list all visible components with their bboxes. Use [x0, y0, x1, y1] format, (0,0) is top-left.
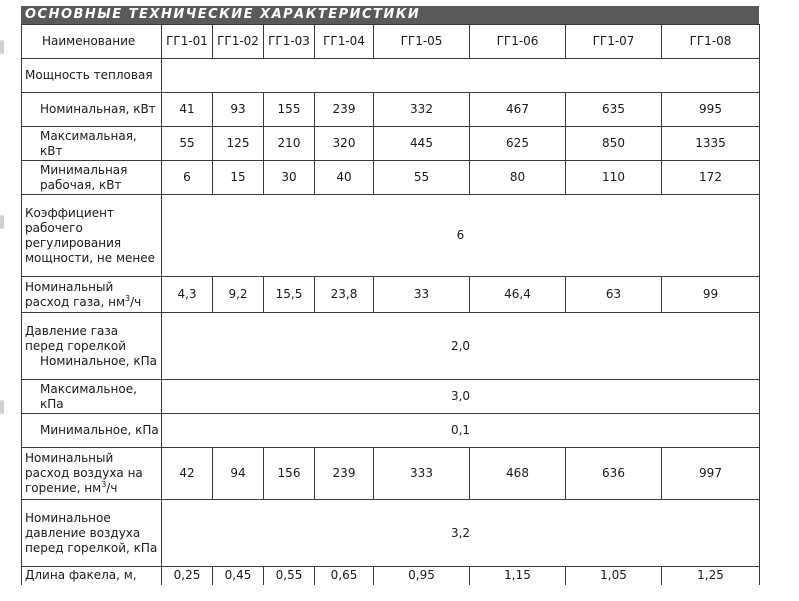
row-label: Номинальное давление воздуха перед горелкой, кПа [22, 500, 162, 567]
value-cell: 55 [374, 161, 470, 195]
table-row [22, 500, 760, 567]
row-label: Номинальная, кВт [22, 93, 162, 127]
table-row [22, 380, 760, 414]
row-label: Номинальный расход газа, $нм^3/ч$ [22, 277, 162, 313]
value-cell: 155 [264, 93, 315, 127]
model-header: ГГ1-02 [213, 25, 264, 59]
value-cell: 6 [162, 161, 213, 195]
table-row [22, 448, 760, 500]
value-cell: 467 [470, 93, 566, 127]
merged-value-cell: 0,1 [162, 414, 760, 448]
value-cell: 46,4 [470, 277, 566, 313]
row-label: Минимальное, кПа [22, 414, 162, 448]
model-header: ГГ1-04 [315, 25, 374, 59]
table-row [22, 195, 760, 277]
value-cell: 1,15 [470, 567, 566, 585]
table-row [22, 127, 760, 161]
row-label [22, 313, 162, 380]
table-row [22, 161, 760, 195]
value-cell: 55 [162, 127, 213, 161]
row-label: Коэффициент рабочего регулирования мощности, не менее [22, 195, 162, 277]
header-row [22, 25, 760, 59]
value-cell: 99 [662, 277, 760, 313]
row-label: Длина факела, м, [22, 567, 162, 585]
value-cell: 93 [213, 93, 264, 127]
section-title: ОСНОВНЫЕ ТЕХНИЧЕСКИЕ ХАРАКТЕРИСТИКИ [21, 6, 759, 24]
table-row [22, 414, 760, 448]
value-cell: 0,95 [374, 567, 470, 585]
value-cell: 636 [566, 448, 662, 500]
value-cell: 995 [662, 93, 760, 127]
value-cell: 30 [264, 161, 315, 195]
table-row [22, 93, 760, 127]
row-label: Минимальная рабочая, кВт [22, 161, 162, 195]
value-cell: 320 [315, 127, 374, 161]
scan-edge-mark [0, 40, 4, 54]
specs-table [21, 24, 760, 585]
value-cell: 4,3 [162, 277, 213, 313]
merged-value-cell: 2,0 [162, 313, 760, 380]
scan-edge-mark [0, 215, 4, 229]
value-cell: 15 [213, 161, 264, 195]
value-cell: 125 [213, 127, 264, 161]
value-cell: 239 [315, 93, 374, 127]
model-header: ГГ1-08 [662, 25, 760, 59]
value-cell: 1,25 [662, 567, 760, 585]
model-header: ГГ1-01 [162, 25, 213, 59]
value-cell: 0,45 [213, 567, 264, 585]
merged-value-cell: 3,2 [162, 500, 760, 567]
row-label: Максимальная, кВт [22, 127, 162, 161]
value-cell: 40 [315, 161, 374, 195]
model-header: ГГ1-07 [566, 25, 662, 59]
value-cell: 23,8 [315, 277, 374, 313]
name-column-header: Наименование [22, 25, 162, 59]
table-row [22, 567, 760, 585]
scan-edge-mark [0, 400, 4, 414]
value-cell: 172 [662, 161, 760, 195]
model-header: ГГ1-06 [470, 25, 566, 59]
value-cell: 239 [315, 448, 374, 500]
row-label: Номинальный расход воздуха на горение, $нм^3/ч$ [22, 448, 162, 500]
value-cell: 0,65 [315, 567, 374, 585]
value-cell: 332 [374, 93, 470, 127]
table-row [22, 59, 760, 93]
value-cell: 33 [374, 277, 470, 313]
value-cell: 1335 [662, 127, 760, 161]
value-cell: 850 [566, 127, 662, 161]
value-cell: 110 [566, 161, 662, 195]
value-cell: 41 [162, 93, 213, 127]
value-cell: 445 [374, 127, 470, 161]
value-cell: 80 [470, 161, 566, 195]
value-cell: 997 [662, 448, 760, 500]
merged-value-cell: 3,0 [162, 380, 760, 414]
value-cell: 333 [374, 448, 470, 500]
table-row [22, 277, 760, 313]
model-header: ГГ1-05 [374, 25, 470, 59]
empty-cell [162, 59, 760, 93]
value-cell: 15,5 [264, 277, 315, 313]
value-cell: 625 [470, 127, 566, 161]
group-label: Давление газа перед горелкой [25, 323, 127, 353]
value-cell: 635 [566, 93, 662, 127]
row-label: Максимальное, кПа [22, 380, 162, 414]
value-cell: 42 [162, 448, 213, 500]
value-cell: 156 [264, 448, 315, 500]
value-cell: 9,2 [213, 277, 264, 313]
value-cell: 0,55 [264, 567, 315, 585]
value-cell: 63 [566, 277, 662, 313]
value-cell: 210 [264, 127, 315, 161]
value-cell: 0,25 [162, 567, 213, 585]
sub-label: Номинальное, кПа [40, 353, 157, 368]
value-cell: 468 [470, 448, 566, 500]
value-cell: 1,05 [566, 567, 662, 585]
value-cell: 94 [213, 448, 264, 500]
merged-value-cell: 6 [162, 195, 760, 277]
table-row [22, 313, 760, 380]
model-header: ГГ1-03 [264, 25, 315, 59]
group-label: Мощность тепловая [22, 59, 162, 93]
